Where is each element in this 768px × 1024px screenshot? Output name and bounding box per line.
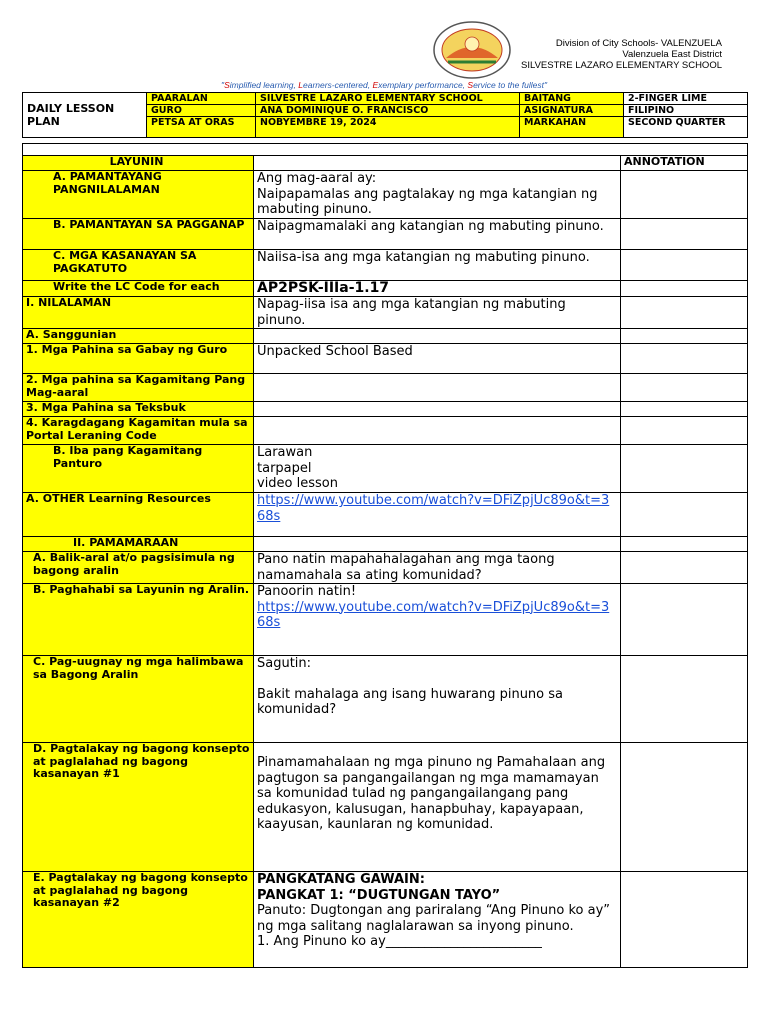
annotation-lc xyxy=(621,281,748,297)
spacer-row xyxy=(23,144,748,156)
kasanayan-label: C. MGA KASANAYAN SA PAGKATUTO xyxy=(23,250,254,281)
paghahabi-text: Panoorin natin! https://www.youtube.com/watch?v=DFiZpjUc89o&t=368s xyxy=(254,584,621,656)
pamamaraan-heading: II. PAMAMARAAN xyxy=(23,537,254,552)
annotation-pb xyxy=(621,584,748,656)
pagtalakay-2-text: PANGKATANG GAWAIN: PANGKAT 1: “DUGTUNGAN TAYO” Panuto: Dugtongan ang pariralang “Ang Pinuno ko ay” ng mga salitang naglalarawan sa inyong pinuno. 1. Ang Pinuno ko ay________________________ xyxy=(254,872,621,968)
gabay-guro-text: Unpacked School Based xyxy=(254,344,621,374)
balik-aral-label: A. Balik-aral at/o pagsisimula ng bagong aralin xyxy=(23,552,254,584)
dlp-title: DAILY LESSON PLAN xyxy=(23,93,147,138)
asignatura-value: FILIPINO xyxy=(624,105,748,117)
annotation-sb xyxy=(621,445,748,493)
teksbuk-text xyxy=(254,402,621,417)
school-text: SILVESTRE LAZARO ELEMENTARY SCHOOL xyxy=(521,60,722,71)
portal-lr-label: 4. Karagdagang Kagamitan mula sa Portal Leraning Code xyxy=(23,417,254,445)
lc-code-value: AP2PSK-IIIa-1.17 xyxy=(254,281,621,297)
lesson-plan-table xyxy=(22,143,748,968)
gabay-guro-label: 1. Mga Pahina sa Gabay ng Guro xyxy=(23,344,254,374)
lesson-info-table xyxy=(22,92,748,138)
school-motto: "Simplified learning, Learners-centered, Exemplary performance, Service to the fullest" xyxy=(221,80,547,90)
annotation-other xyxy=(621,493,748,537)
paghahabi-label: B. Paghahabi sa Layunin ng Aralin. xyxy=(23,584,254,656)
sanggunian-empty xyxy=(254,329,621,344)
pagtalakay-1-label: D. Pagtalakay ng bagong konsepto at paglalahad ng bagong kasanayan #1 xyxy=(23,743,254,872)
other-resources-link[interactable]: https://www.youtube.com/watch?v=DFiZpjUc89o&t=368s xyxy=(257,493,610,524)
lc-code-label: Write the LC Code for each xyxy=(23,281,254,297)
annotation-pa xyxy=(621,552,748,584)
pag-uugnay-text: Sagutin: Bakit mahalaga ang isang huwarang pinuno sa komunidad? xyxy=(254,656,621,743)
baitang-value: 2-FINGER LIME xyxy=(624,93,748,105)
markahan-value: SECOND QUARTER xyxy=(624,117,748,138)
sanggunian-label: A. Sanggunian xyxy=(23,329,254,344)
pamantayan-sa-pagganap-label: B. PAMANTAYAN SA PAGGANAP xyxy=(23,219,254,250)
pagtalakay-1-text: Pinamamahalaan ng mga pinuno ng Pamahalaan ang pagtugon sa pangangailangan ng mga mamamayan sa komunidad tulad ng pangangailangang pang edukasyon, kalusugan, hanapbuhay, kapayapaan, kaayusan, kaunlaran ng komunidad. xyxy=(254,743,621,872)
pamantayan-sa-pagganap-text: Naipagmamalaki ang katangian ng mabuting pinuno. xyxy=(254,219,621,250)
paaralan-label: PAARALAN xyxy=(147,93,256,105)
annotation-sanggunian xyxy=(621,329,748,344)
asignatura-label: ASIGNATURA xyxy=(520,105,624,117)
division-text: Division of City Schools- VALENZUELA xyxy=(555,38,722,49)
pamantayang-pangnilalaman-label: A. PAMANTAYANG PANGNILALAMAN xyxy=(23,171,254,219)
petsa-value: NOBYEMBRE 19, 2024 xyxy=(256,117,520,138)
teksbuk-label: 3. Mga Pahina sa Teksbuk xyxy=(23,402,254,417)
other-resources-link-cell xyxy=(254,493,621,537)
baitang-label: BAITANG xyxy=(520,93,624,105)
balik-aral-text: Pano natin mapahahalagahan ang mga taong namamahala sa ating komunidad? xyxy=(254,552,621,584)
pamamaraan-empty xyxy=(254,537,621,552)
annotation-a xyxy=(621,171,748,219)
kagamitang-mag-aaral-label: 2. Mga pahina sa Kagamitang Pang Mag-aaral xyxy=(23,374,254,402)
annotation-pd xyxy=(621,743,748,872)
guro-label: GURO xyxy=(147,105,256,117)
paaralan-value: SILVESTRE LAZARO ELEMENTARY SCHOOL xyxy=(256,93,520,105)
markahan-label: MARKAHAN xyxy=(520,117,624,138)
annotation-s2 xyxy=(621,374,748,402)
annotation-pamamaraan xyxy=(621,537,748,552)
annotation-c xyxy=(621,250,748,281)
kasanayan-text: Naiisa-isa ang mga katangian ng mabuting pinuno. xyxy=(254,250,621,281)
portal-lr-text xyxy=(254,417,621,445)
petsa-label: PETSA AT ORAS xyxy=(147,117,256,138)
school-logo xyxy=(432,20,512,80)
other-resources-label: A. OTHER Learning Resources xyxy=(23,493,254,537)
iba-pang-kagamitan-label: B. Iba pang Kagamitang Panturo xyxy=(23,445,254,493)
annotation-s1 xyxy=(621,344,748,374)
layunin-heading: LAYUNIN xyxy=(23,156,254,171)
annotation-b xyxy=(621,219,748,250)
district-text: Valenzuela East District xyxy=(622,49,722,60)
guro-value: ANA DOMINIQUE O. FRANCISCO xyxy=(256,105,520,117)
annotation-pe xyxy=(621,872,748,968)
paghahabi-video-link[interactable]: https://www.youtube.com/watch?v=DFiZpjUc89o&t=368s xyxy=(257,599,610,630)
iba-pang-kagamitan-text: Larawan tarpapel video lesson xyxy=(254,445,621,493)
annotation-heading: ANNOTATION xyxy=(621,156,748,171)
layunin-empty xyxy=(254,156,621,171)
pagtalakay-2-label: E. Pagtalakay ng bagong konsepto at paglalahad ng bagong kasanayan #2 xyxy=(23,872,254,968)
kagamitang-mag-aaral-text xyxy=(254,374,621,402)
pag-uugnay-label: C. Pag-uugnay ng mga halimbawa sa Bagong Aralin xyxy=(23,656,254,743)
annotation-s4 xyxy=(621,417,748,445)
nilalaman-text: Napag-iisa isa ang mga katangian ng mabuting pinuno. xyxy=(254,297,621,329)
school-header xyxy=(521,38,722,71)
nilalaman-label: I. NILALAMAN xyxy=(23,297,254,329)
annotation-pc xyxy=(621,656,748,743)
annotation-s3 xyxy=(621,402,748,417)
pamantayang-pangnilalaman-text: Ang mag-aaral ay: Naipapamalas ang pagtalakay ng mga katangian ng mabuting pinuno. xyxy=(254,171,621,219)
annotation-nilalaman xyxy=(621,297,748,329)
